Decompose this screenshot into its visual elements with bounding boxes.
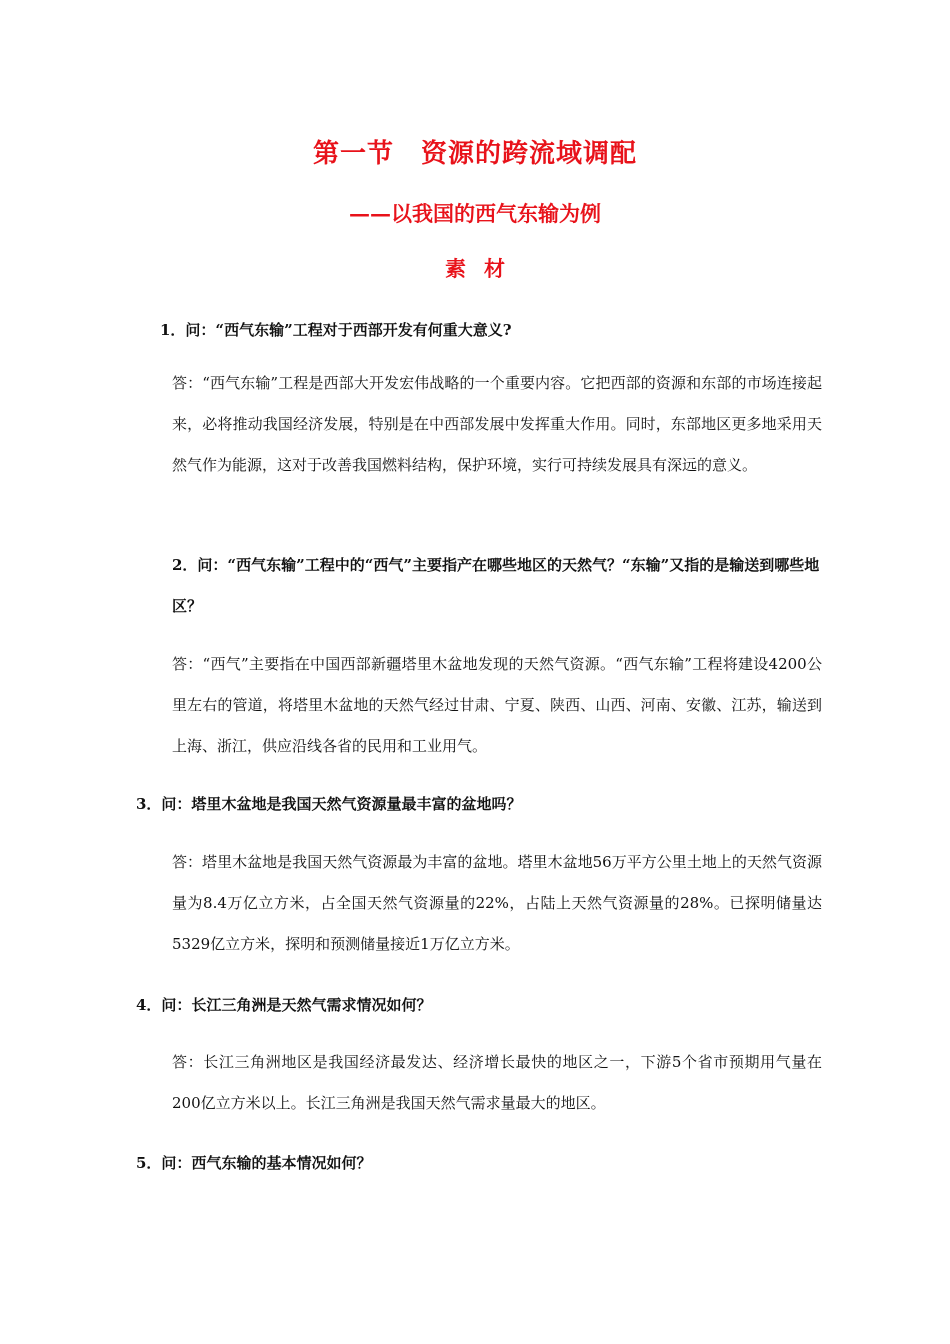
answer-3: 答：塔里木盆地是我国天然气资源最为丰富的盆地。塔里木盆地56万平方公里土地上的天然气资源量为8.4万亿立方米，占全国天然气资源量的22%，占陆上天然气资源量的28%。已探明储量达5329亿立方米，探明和预测储量接近1万亿立方米。 bbox=[172, 853, 822, 953]
question-2: 2．问：“西气东输”工程中的“西气”主要指产在哪些地区的天然气？“东输”又指的是输送到哪些地区？ bbox=[172, 556, 820, 615]
answer-2: 答：“西气”主要指在中国西部新疆塔里木盆地发现的天然气资源。“西气东输”工程将建设4200公里左右的管道，将塔里木盆地的天然气经过甘肃、宁夏、陕西、山西、河南、安徽、江苏，输送到上海、浙江，供应沿线各省的民用和工业用气。 bbox=[172, 655, 822, 755]
question-3: 3．问：塔里木盆地是我国天然气资源量最丰富的盆地吗？ bbox=[136, 795, 522, 813]
question-5: 5．问：西气东输的基本情况如何？ bbox=[136, 1154, 372, 1172]
question-1: 1．问：“西气东输”工程对于西部开发有何重大意义? bbox=[160, 321, 512, 339]
question-4: 4．问：长江三角洲是天然气需求情况如何？ bbox=[136, 996, 432, 1014]
page-subtitle: ——以我国的西气东输为例 bbox=[349, 201, 601, 226]
answer-1: 答：“西气东输”工程是西部大开发宏伟战略的一个重要内容。它把西部的资源和东部的市场连接起来，必将推动我国经济发展，特别是在中西部发展中发挥重大作用。同时，东部地区更多地采用天然气作为能源，这对于改善我国燃料结构，保护环境，实行可持续发展具有深远的意义。 bbox=[172, 374, 822, 474]
section-label: 素材 bbox=[445, 256, 523, 281]
page-title: 第一节 资源的跨流域调配 bbox=[312, 139, 637, 169]
answer-4: 答：长江三角洲地区是我国经济最发达、经济增长最快的地区之一，下游5个省市预期用气量在200亿立方米以上。长江三角洲是我国天然气需求量最大的地区。 bbox=[172, 1053, 822, 1112]
